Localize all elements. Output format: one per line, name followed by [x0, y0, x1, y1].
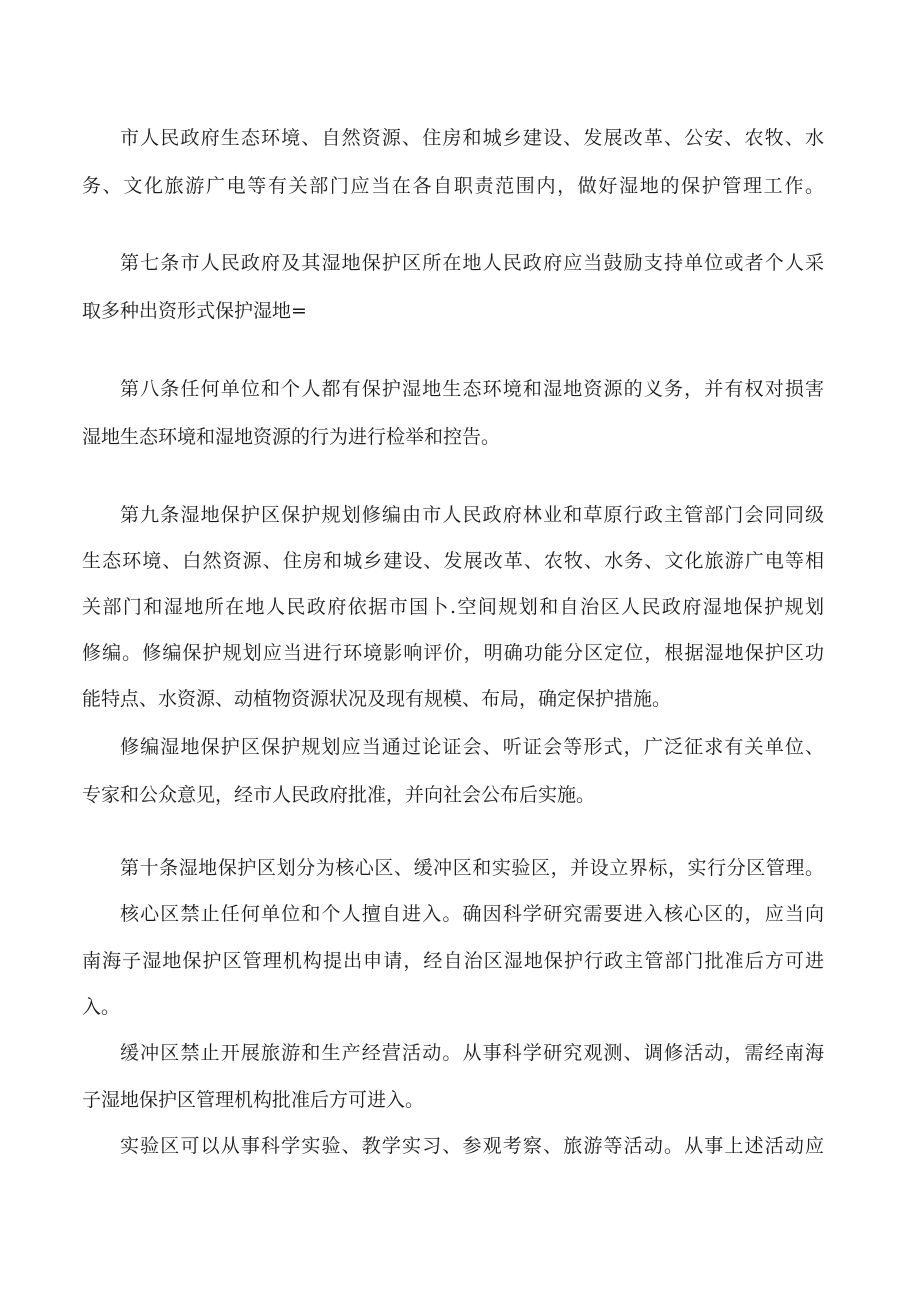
article-9-line-3: 关部门和湿地所在地人民政府依据市国卜.空间规划和自治区人民政府湿地保护规划 — [82, 596, 824, 618]
article-10-para-2-line-2: 南海子湿地保护区管理机构提出申请，经自治区湿地保护行政主管部门批准后方可进 — [82, 950, 824, 972]
article-10-para-3-line-2: 子湿地保护区管理机构批准后方可进入。 — [82, 1089, 425, 1111]
article-8-line-2: 湿地生态环境和湿地资源的行为进行检举和控告。 — [82, 426, 501, 448]
article-7-line-1: 第七条市人民政府及其湿地保护区所在地人民政府应当鼓励支持单位或者个人采 — [120, 252, 824, 274]
paragraph-6-line-1: 市人民政府生态环境、自然资源、住房和城乡建设、发展改革、公安、农牧、水 — [120, 127, 824, 149]
paragraph-6-line-2: 务、文化旅游广电等有关部门应当在各自职责范围内，做好湿地的保护管理工作。 — [82, 175, 824, 197]
article-9-para-2-line-1: 修编湿地保护区保护规划应当通过论证会、听证会等形式，广泛征求有关单位、 — [120, 736, 824, 758]
article-9-line-1: 第九条湿地保护区保护规划修编由市人民政府林业和草原行政主管部门会同同级 — [120, 504, 824, 526]
article-9-line-4: 修编。修编保护规划应当进行环境影响评价，明确功能分区定位，根据湿地保护区功 — [82, 642, 824, 664]
article-10-para-3-line-1: 缓冲区禁止开展旅游和生产经营活动。从事科学研究观测、调修活动，需经南海 — [120, 1042, 824, 1064]
article-7-line-2: 取多种出资形式保护湿地= — [82, 300, 307, 322]
article-10-para-2-line-3: 入。 — [82, 996, 121, 1018]
article-10-line-1: 第十条湿地保护区划分为核心区、缓冲区和实验区，并设立界标，实行分区管理。 — [120, 857, 824, 879]
article-9-line-2: 生态环境、白然资源、住房和城乡建设、发展改革、农牧、水务、文化旅游广电等相 — [82, 550, 824, 572]
article-10-para-4-line-1: 实验区可以从事科学实验、教学实习、参观考察、旅游等活动。从事上述活动应 — [120, 1135, 824, 1157]
article-9-para-2-line-2: 专家和公众意见，经市人民政府批准，并向社会公布后实施。 — [82, 784, 596, 806]
article-10-para-2-line-1: 核心区禁止任何单位和个人擅自进入。确因科学研究需要进入核心区的，应当向 — [120, 903, 824, 925]
article-9-line-5: 能特点、水资源、动植物资源状况及现有规模、布局，确定保护措施。 — [82, 688, 672, 710]
article-8-line-1: 第八条任何单位和个人都有保护湿地生态环境和湿地资源的义务，并有权对损害 — [120, 378, 824, 400]
